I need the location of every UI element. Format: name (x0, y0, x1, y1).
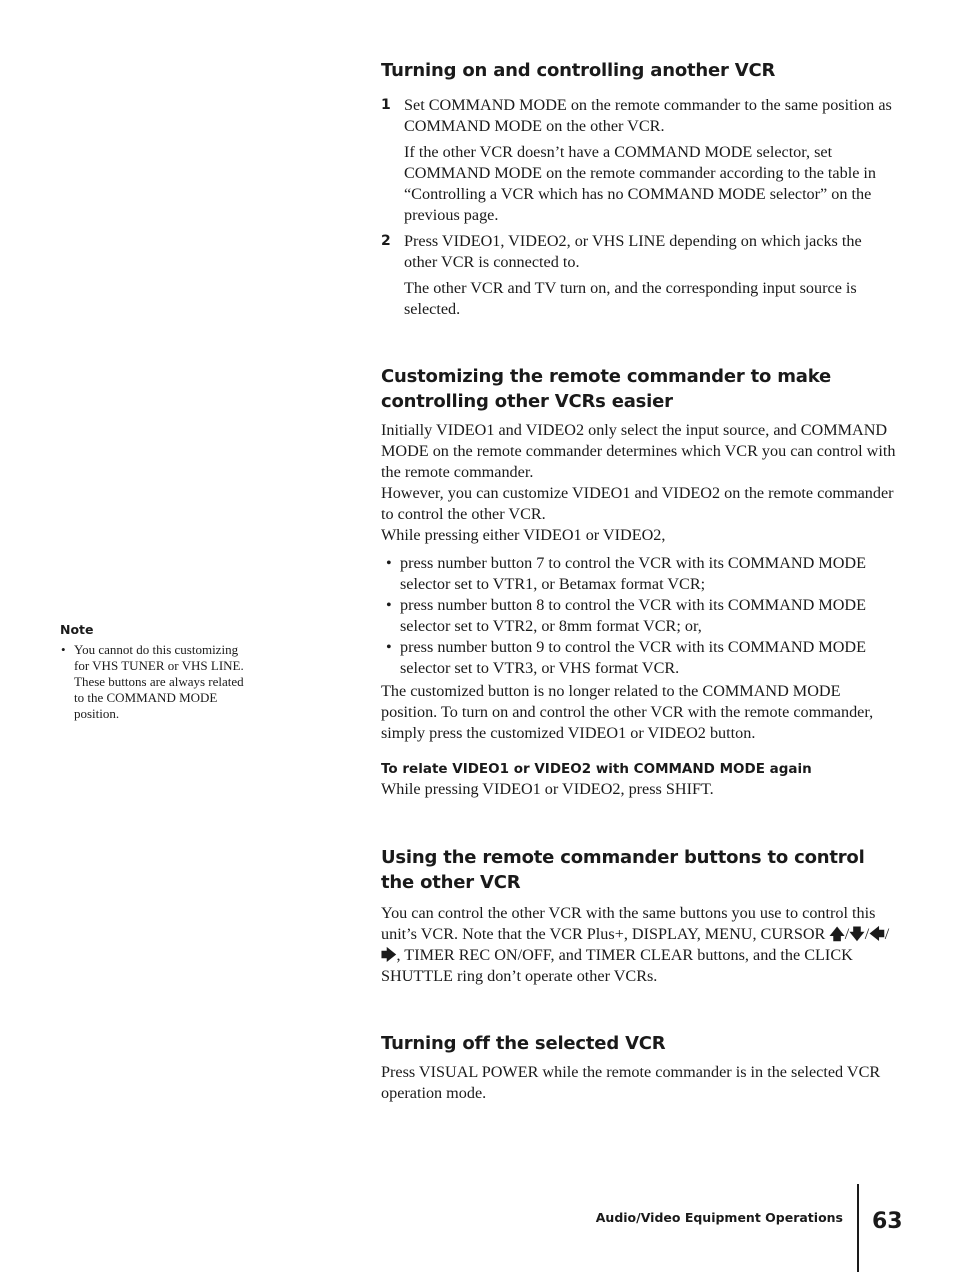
main-column (381, 58, 896, 1104)
customizing-intro-1: Initially VIDEO1 and VIDEO2 only select the input source, and COMMAND MODE on the remote commander determines which VCR you can control with the remote commander. (381, 421, 896, 481)
heading-turning-on: Turning on and controlling another VCR (381, 60, 776, 81)
turning-off-text: Press VISUAL POWER while the remote commander is in the selected VCR operation mode. (381, 1063, 881, 1102)
list-item: • press number button 8 to control the VCR with its COMMAND MODE selector set to VTR2, or 8mm format VCR; or, (386, 596, 866, 635)
bullet-icon: • (386, 596, 392, 614)
bullet-icon: • (61, 642, 66, 657)
arrow-left-icon: 🡄 (869, 925, 885, 943)
note-title: Note (60, 622, 94, 637)
step-2 (381, 231, 896, 320)
step-number: 1 (381, 97, 391, 113)
arrow-right-icon: 🡆 (381, 946, 397, 964)
step-text: Press VIDEO1, VIDEO2, or VHS LINE depending on which jacks the other VCR is connected to. (404, 232, 862, 271)
subheading-relate-text: While pressing VIDEO1 or VIDEO2, press SHIFT. (381, 780, 714, 798)
footer-divider (857, 1184, 859, 1272)
customizing-after: The customized button is no longer related to the COMMAND MODE position. To turn on and control the other VCR with the remote commander, simply press the customized VIDEO1 or VIDEO2 button. (381, 682, 874, 742)
heading-using-buttons: Using the remote commander buttons to control the other VCR (381, 847, 865, 893)
note-text: You cannot do this customizing for VHS TUNER or VHS LINE. These buttons are always related to the COMMAND MODE position. (74, 642, 244, 721)
arrow-up-icon: 🡅 (829, 925, 845, 943)
page-number: 63 (872, 1209, 903, 1234)
step-number: 2 (381, 233, 391, 249)
subheading-relate: To relate VIDEO1 or VIDEO2 with COMMAND MODE again (381, 761, 812, 777)
customizing-intro-3: While pressing either VIDEO1 or VIDEO2, (381, 526, 666, 544)
step-1 (381, 95, 896, 226)
side-note (60, 621, 245, 722)
customizing-intro-2: However, you can customize VIDEO1 and VIDEO2 on the remote commander to control the other VCR. (381, 484, 894, 523)
list-item: • press number button 9 to control the VCR with its COMMAND MODE selector set to VTR3, or VHS format VCR. (386, 638, 866, 677)
footer-section-label: Audio/Video Equipment Operations (595, 1210, 843, 1225)
bullet-icon: • (386, 638, 392, 656)
step-text: Set COMMAND MODE on the remote commander to the same position as COMMAND MODE on the other VCR. (404, 96, 892, 135)
using-buttons-text: You can control the other VCR with the same buttons you use to control this unit’s VCR. Note that the VCR Plus+, DISPLAY, MENU, CURSOR 🡅/🡇/🡄/🡆, TIMER REC ON/OFF, and TIMER CLEAR buttons, and the CLICK SHUTTLE ring don’t operate other VCRs. (381, 904, 890, 985)
list-item: • press number button 7 to control the VCR with its COMMAND MODE selector set to VTR1, or Betamax format VCR; (386, 554, 866, 593)
note-item (60, 642, 245, 722)
heading-customizing: Customizing the remote commander to make controlling other VCRs easier (381, 366, 832, 412)
bullet-icon: • (386, 554, 392, 572)
heading-turning-off: Turning off the selected VCR (381, 1033, 666, 1054)
arrow-down-icon: 🡇 (849, 925, 865, 943)
customizing-bullet-list (381, 553, 896, 679)
step-detail: If the other VCR doesn’t have a COMMAND MODE selector, set COMMAND MODE on the remote commander according to the table in “Controlling a VCR which has no COMMAND MODE selector” on the previous page. (404, 143, 877, 224)
step-detail: The other VCR and TV turn on, and the corresponding input source is selected. (404, 279, 857, 318)
